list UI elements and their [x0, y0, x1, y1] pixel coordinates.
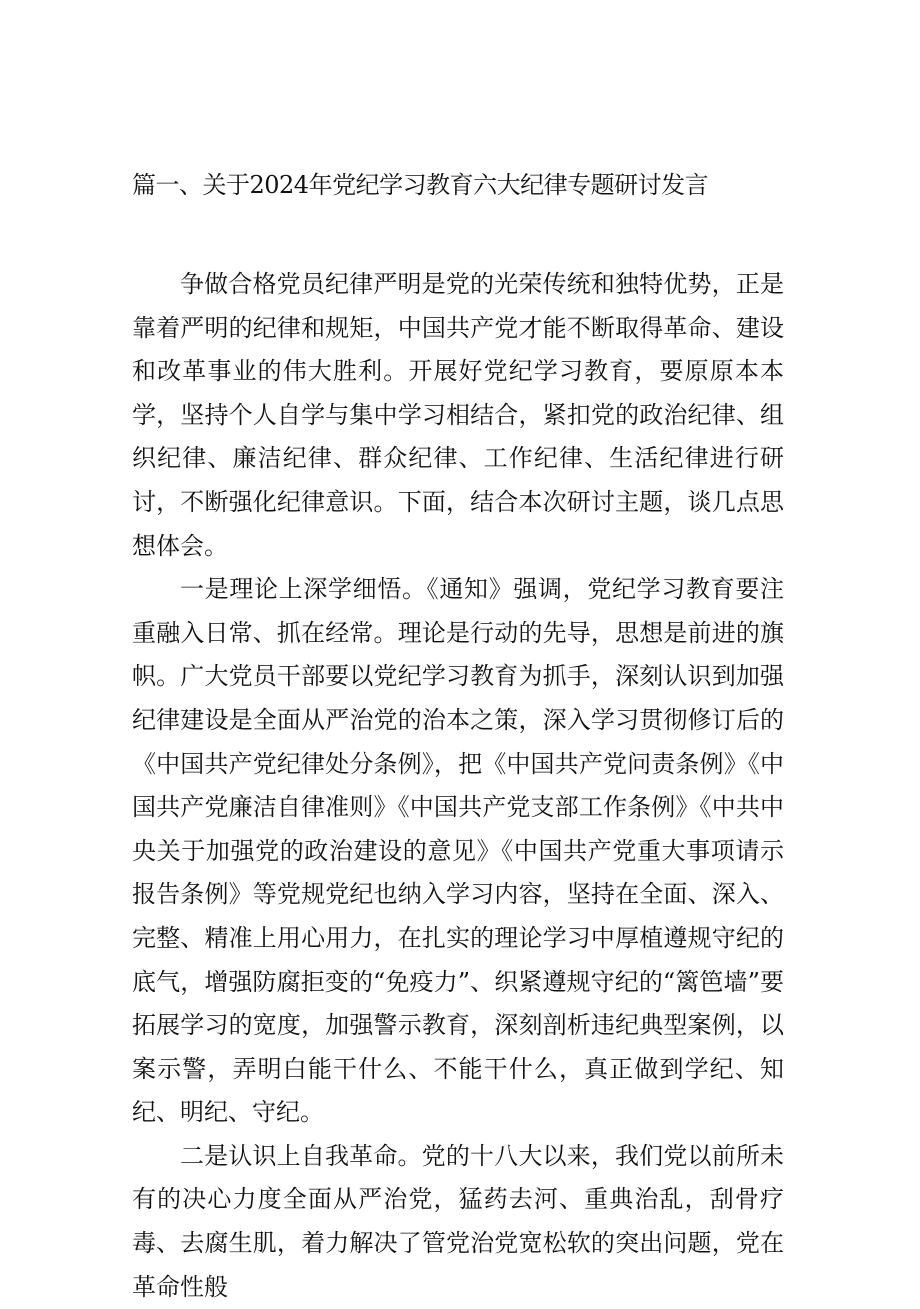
- paragraph-theory-study: 一是理论上深学细悟。《通知》强调，党纪学习教育要注重融入日常、抓在经常。理论是行动的先导，思想是前进的旗帜。广大党员干部要以党纪学习教育为抓手，深刻认识到加强纪律建设是全面从严治党的治本之策，深入学习贯彻修订后的《中国共产党纪律处分条例》，把《中国共产党问责条例》《中国共产党廉洁自律准则》《中国共产党支部工作条例》《中共中央关于加强党的政治建设的意见》《中国共产党重大事项请示报告条例》等党规党纪也纳入学习内容，坚持在全面、深入、完整、精准上用心用力，在扎实的理论学习中厚植遵规守纪的底气，增强防腐拒变的“免疫力”、织紧遵规守纪的“篱笆墙”要拓展学习的宽度，加强警示教育，深刻剖析违纪典型案例，以案示警，弄明白能干什么、不能干什么，真正做到学纪、知纪、明纪、守纪。: [132, 575, 784, 1127]
- document-title: 篇一、关于2024年党纪学习教育六大纪律专题研讨发言: [132, 171, 709, 199]
- document-body: [132, 263, 784, 1309]
- paragraph-intro: 争做合格党员纪律严明是党的光荣传统和独特优势，正是靠着严明的纪律和规矩，中国共产党才能不断取得革命、建设和改革事业的伟大胜利。开展好党纪学习教育，要原原本本学，坚持个人自学与集中学习相结合，紧扣党的政治纪律、组织纪律、廉洁纪律、群众纪律、工作纪律、生活纪律进行研讨，不断强化纪律意识。下面，结合本次研讨主题，谈几点思想体会。: [132, 270, 784, 560]
- paragraph-self-revolution: 二是认识上自我革命。党的十八大以来，我们党以前所未有的决心力度全面从严治党，猛药去河、重典治乱，刮骨疗毒、去腐生肌，着力解决了管党治党宽松软的突出问题，党在革命性般: [132, 1141, 784, 1301]
